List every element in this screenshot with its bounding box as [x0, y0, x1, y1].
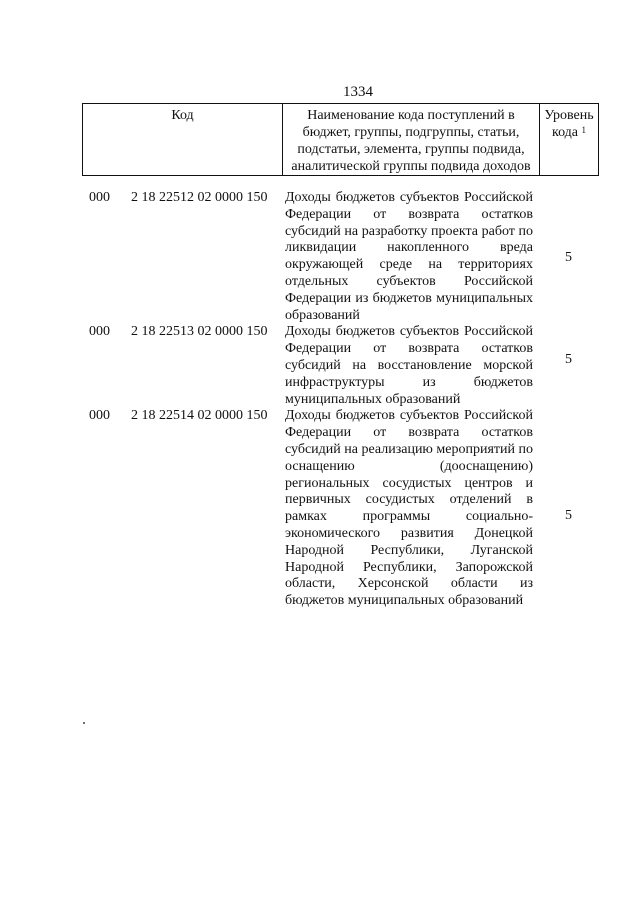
- scan-speck: [83, 722, 85, 724]
- header-level-cell: [540, 104, 598, 175]
- header-code-cell: Код: [83, 104, 283, 175]
- admin-code: 000: [89, 408, 110, 424]
- admin-code: 000: [89, 190, 110, 205]
- table-row: [0, 190, 640, 324]
- table-header: [82, 103, 599, 176]
- kbk-code: 2 18 22514 02 0000 150: [131, 408, 268, 424]
- header-level-label: Уровень кода: [544, 108, 594, 140]
- header-level-footnote: 1: [581, 125, 587, 135]
- income-name: Доходы бюджетов субъектов Российской Федерации от возврата остатков субсидий на разработку проекта работ по ликвидации накопленного вреда окружающей среде на территориях отдельных субъектов Российской Федерации из бюджетов муниципальных образований: [285, 190, 533, 323]
- kbk-code: 2 18 22512 02 0000 150: [131, 190, 268, 205]
- income-name: Доходы бюджетов субъектов Российской Федерации от возврата остатков субсидий на реализацию мероприятий по оснащению (дооснащению) региональных сосудистых центров и первичных сосудистых отделений в рамках программы социально-экономического развития Донецкой Народной Республики, Луганской Народной Республики, Запорожской области, Херсонской области из бюджетов муниципальных образований: [285, 408, 533, 609]
- table-body: [0, 190, 640, 610]
- income-name: Доходы бюджетов субъектов Российской Федерации от возврата остатков субсидий на восстановление морской инфраструктуры из бюджетов муниципальных образований: [285, 324, 533, 407]
- kbk-code: 2 18 22513 02 0000 150: [131, 324, 268, 340]
- table-row: [0, 324, 640, 408]
- table-row: [0, 408, 640, 610]
- header-name-cell: Наименование кода поступлений в бюджет, группы, подгруппы, статьи, подстатьи, элемента, группы подвида, аналитической группы подвида доходов: [283, 104, 540, 175]
- page-number: 1334: [343, 84, 373, 100]
- admin-code: 000: [89, 324, 110, 340]
- code-level: 5: [565, 352, 572, 368]
- code-level: 5: [565, 508, 572, 524]
- code-level: 5: [565, 250, 572, 265]
